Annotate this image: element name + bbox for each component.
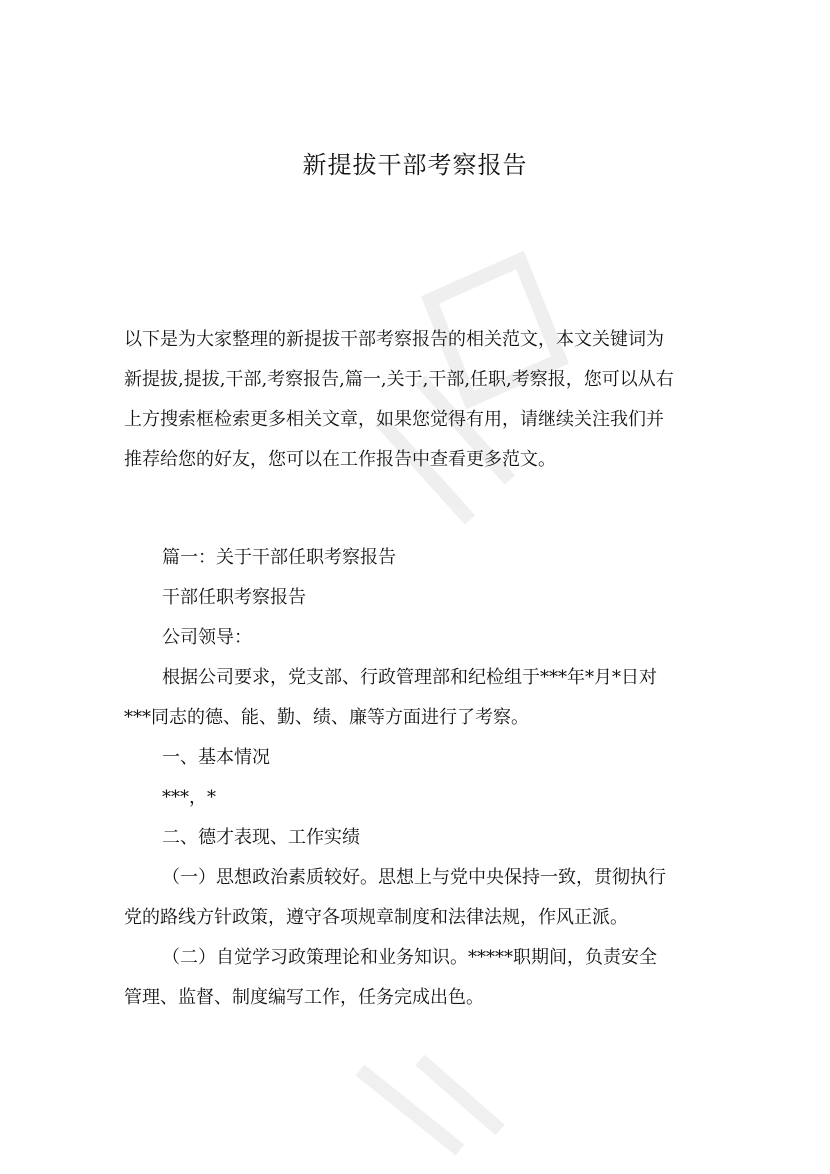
intro-line: 以下是为大家整理的新提拔干部考察报告的相关范文，本文关键词为 bbox=[124, 329, 664, 350]
basic-info-value: ***，* bbox=[162, 787, 216, 808]
section-heading: 篇一：关于干部任职考察报告 bbox=[162, 547, 396, 568]
report-title: 干部任职考察报告 bbox=[162, 587, 306, 608]
item-line: （一）思想政治素质较好。思想上与党中央保持一致，贯彻执行 bbox=[162, 867, 666, 888]
paragraph-line: ***同志的德、能、勤、绩、廉等方面进行了考察。 bbox=[124, 707, 529, 728]
intro-paragraph bbox=[124, 320, 724, 480]
item-line: 党的路线方针政策，遵守各项规章制度和法律法规，作风正派。 bbox=[124, 907, 628, 928]
intro-line: 上方搜索框检索更多相关文章，如果您觉得有用，请继续关注我们并 bbox=[124, 409, 664, 430]
heading-basic-info: 一、基本情况 bbox=[162, 747, 270, 768]
intro-line: 新提拔,提拔,干部,考察报告,篇一,关于,干部,任职,考察报，您可以从右 bbox=[124, 369, 674, 390]
paragraph-line: 根据公司要求，党支部、行政管理部和纪检组于***年*月*日对 bbox=[162, 667, 657, 688]
salutation: 公司领导： bbox=[162, 627, 252, 648]
report-body bbox=[124, 538, 724, 1018]
item-line: （二）自觉学习政策理论和业务知识。*****职期间，负责安全 bbox=[162, 947, 657, 968]
heading-performance: 二、德才表现、工作实绩 bbox=[162, 827, 360, 848]
intro-line: 推荐给您的好友，您可以在工作报告中查看更多范文。 bbox=[124, 449, 556, 470]
document-title: 新提拔干部考察报告 bbox=[302, 151, 528, 179]
item-line: 管理、监督、制度编写工作，任务完成出色。 bbox=[124, 987, 484, 1008]
